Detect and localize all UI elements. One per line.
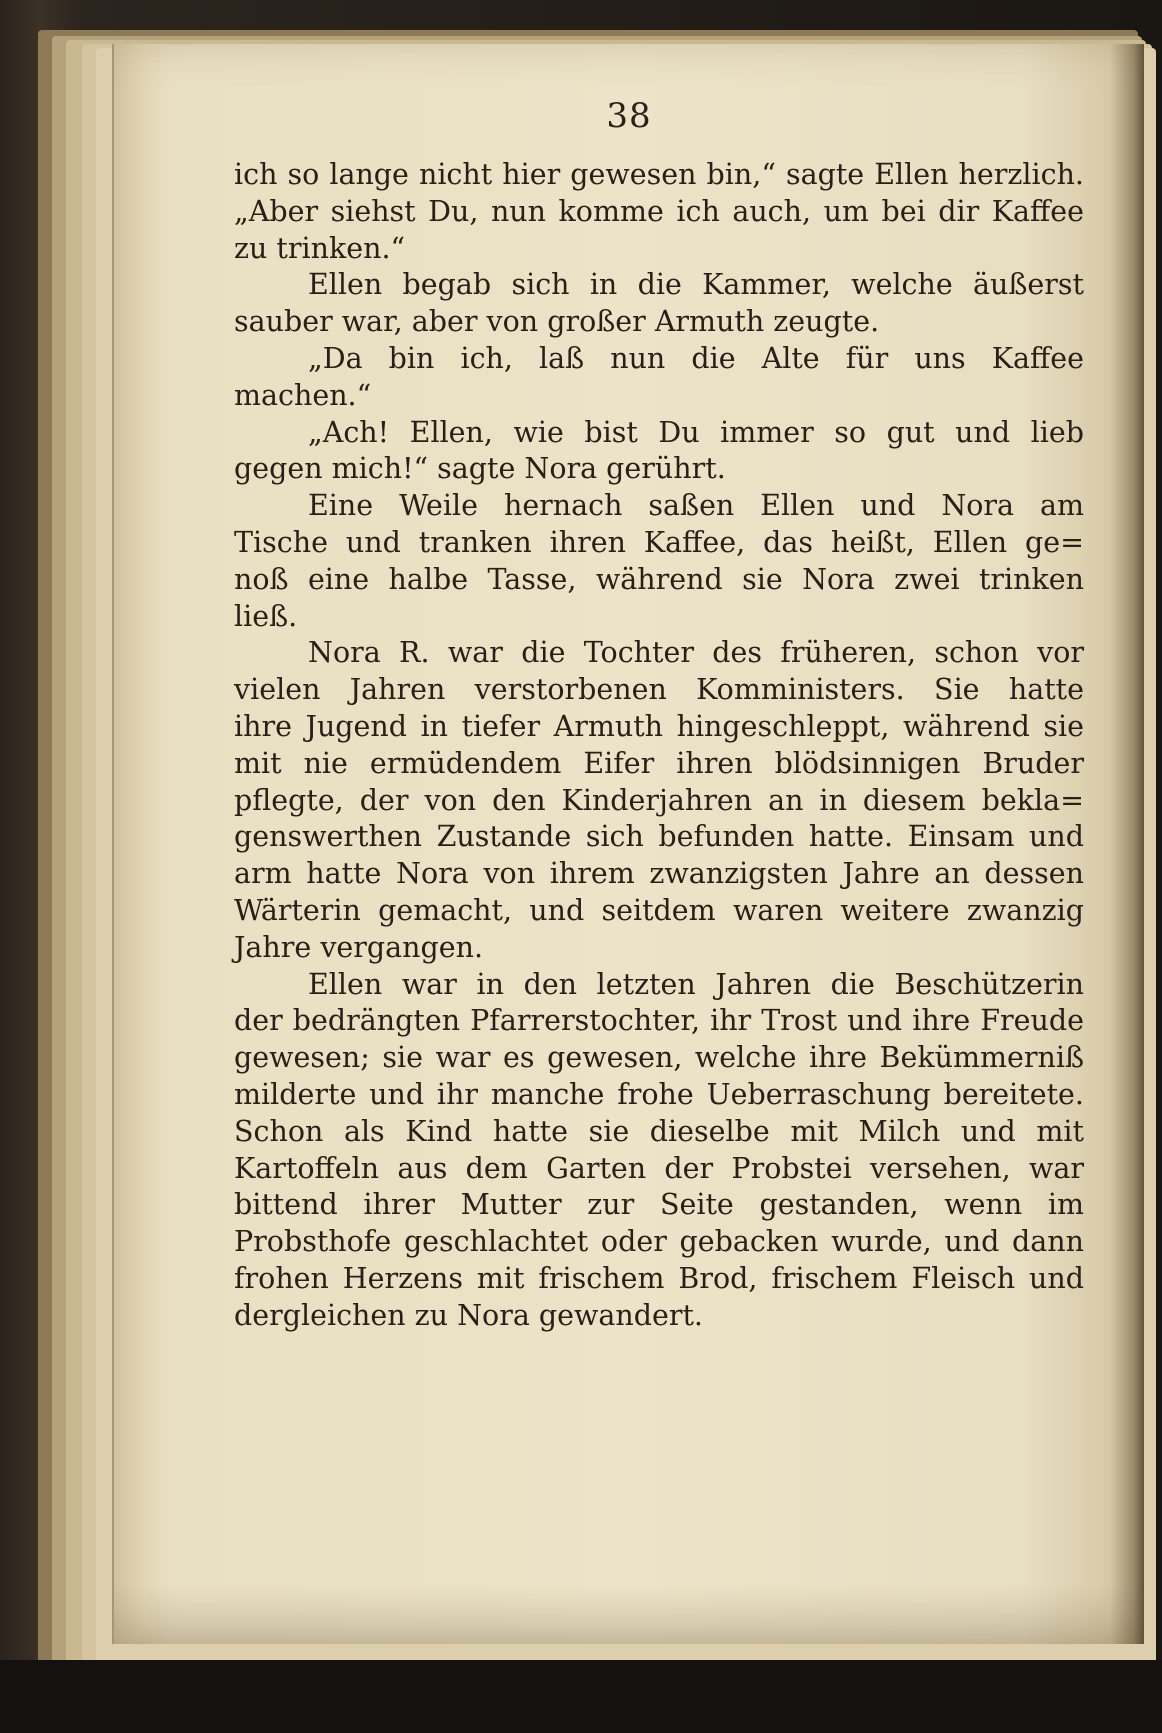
text-line: „Aber siehst Du, nun komme ich auch, um bei dir Kaffee (234, 194, 1084, 228)
text-line: bittend ihrer Mutter zur Seite gestanden, wenn im (234, 1188, 1084, 1222)
text-line: ihre Jugend in tiefer Armuth hingeschleppt, während sie (234, 709, 1084, 743)
text-line: „Da bin ich, laß nun die Alte für uns Kaffee (308, 341, 1084, 375)
text-line: gegen mich!“ sagte Nora gerührt. (234, 452, 726, 486)
text-line: Ellen war in den letzten Jahren die Beschützerin (308, 967, 1084, 1001)
text-line: Schon als Kind hatte sie dieselbe mit Milch und mit (234, 1114, 1084, 1148)
text-line: frohen Herzens mit frischem Brod, frischem Fleisch und (234, 1261, 1084, 1295)
text-line: Wärterin gemacht, und seitdem waren weitere zwanzig (234, 893, 1084, 927)
text-line: Ellen begab sich in die Kammer, welche äußerst (308, 268, 1084, 302)
text-line: „Ach! Ellen, wie bist Du immer so gut und lieb (308, 415, 1084, 449)
scan-background (0, 1660, 1162, 1733)
text-line: pflegte, der von den Kinderjahren an in diesem bekla= (234, 783, 1084, 817)
text-line: der bedrängten Pfarrerstochter, ihr Trost und ihre Freude (234, 1004, 1084, 1038)
text-line: dergleichen zu Nora gewandert. (234, 1298, 703, 1332)
page-shadow (114, 1584, 1144, 1644)
text-line: noß eine halbe Tasse, während sie Nora zwei trinken (234, 562, 1084, 596)
text-line: Nora R. war die Tochter des früheren, schon vor (308, 636, 1084, 670)
text-line: genswerthen Zustande sich befunden hatte. Einsam und (234, 820, 1084, 854)
text-line: Jahre vergangen. (234, 930, 484, 964)
text-line: gewesen; sie war es gewesen, welche ihre Bekümmerniß (234, 1041, 1084, 1075)
text-line: milderte und ihr manche frohe Ueberraschung bereitete. (234, 1077, 1084, 1111)
text-line: ließ. (234, 599, 298, 633)
text-line: Kartoffeln aus dem Garten der Probstei versehen, war (234, 1151, 1084, 1185)
text-line: machen.“ (234, 378, 372, 412)
text-line: arm hatte Nora von ihrem zwanzigsten Jahre an dessen (234, 857, 1084, 891)
text-line: Eine Weile hernach saßen Ellen und Nora am (308, 489, 1084, 523)
body-text (234, 157, 1084, 1335)
text-line: ich so lange nicht hier gewesen bin,“ sagte Ellen herzlich. (234, 158, 1084, 191)
text-line: mit nie ermüdendem Eifer ihren blödsinnigen Bruder (234, 746, 1084, 780)
text-line: sauber war, aber von großer Armuth zeugte. (234, 305, 880, 339)
binding-gutter (1110, 44, 1144, 1644)
text-line: vielen Jahren verstorbenen Komministers. Sie hatte (234, 673, 1084, 707)
page-number: 38 (606, 96, 652, 136)
book-page (112, 44, 1144, 1644)
text-line: Probsthofe geschlachtet oder gebacken wurde, und dann (234, 1225, 1084, 1259)
text-line: zu trinken.“ (234, 231, 406, 265)
text-line: Tische und tranken ihren Kaffee, das heißt, Ellen ge= (234, 525, 1084, 559)
